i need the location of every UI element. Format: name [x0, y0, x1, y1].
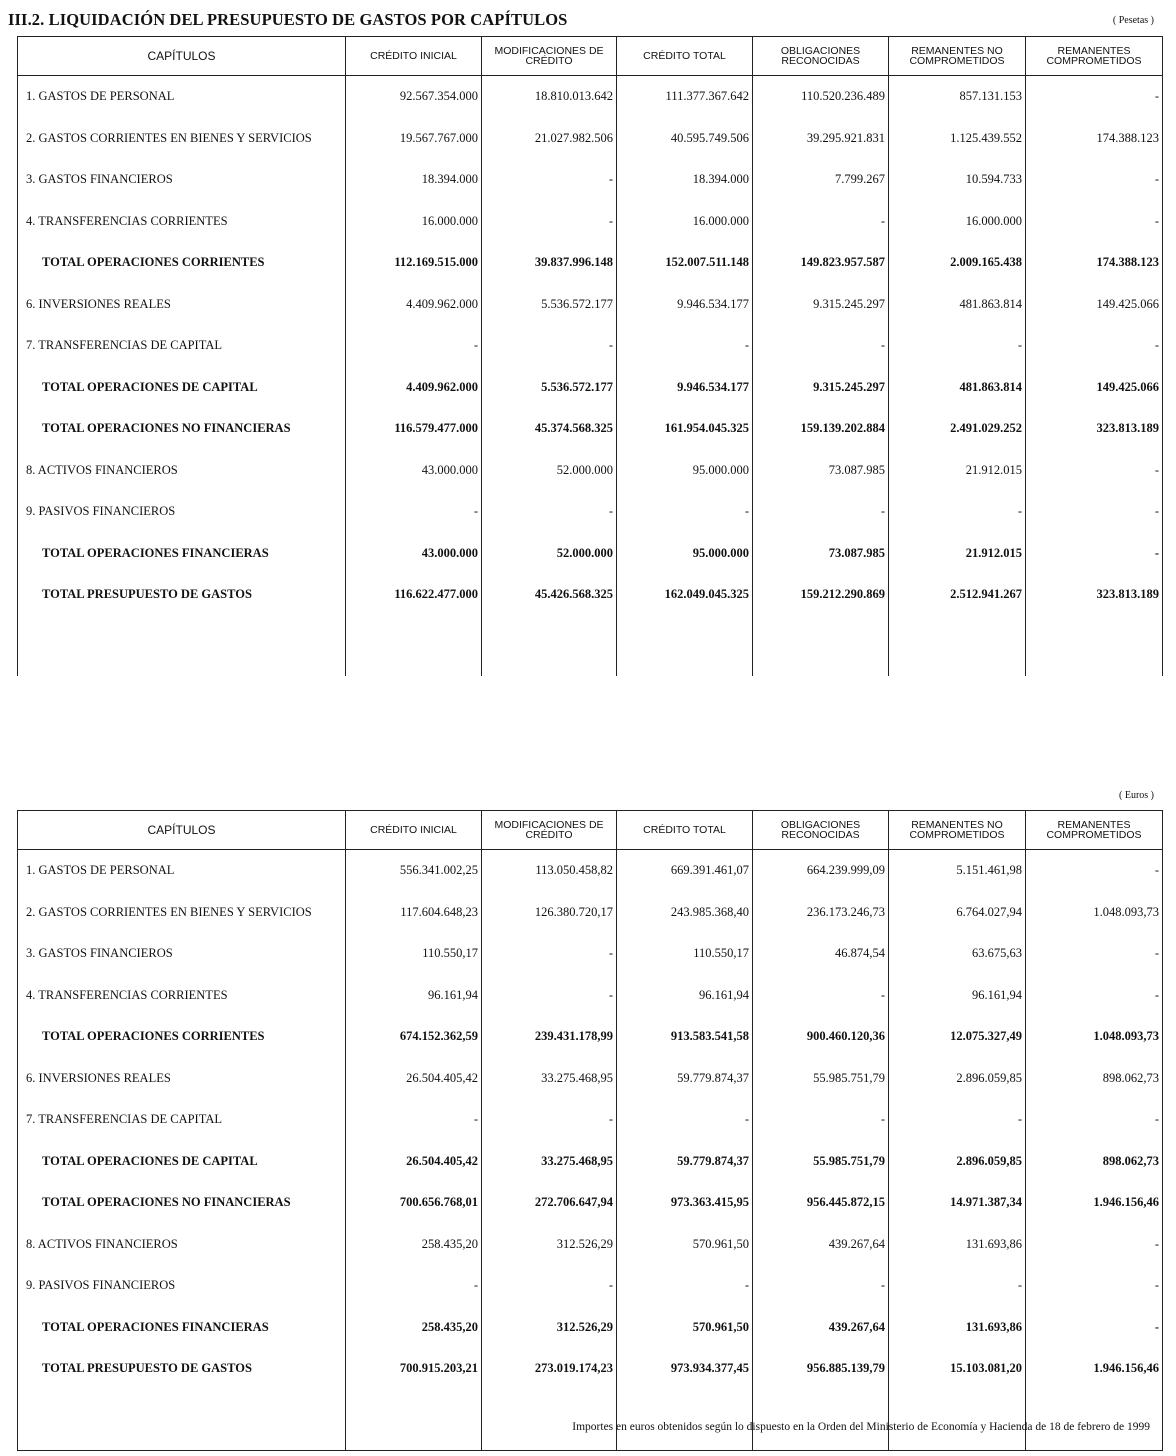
- cell-value: 131.693,86: [889, 1224, 1026, 1266]
- pesetas-table-body: [18, 76, 1163, 676]
- empty-cell: [18, 1390, 346, 1451]
- cell-value: 19.567.767.000: [346, 118, 482, 160]
- cell-value: 43.000.000: [346, 533, 482, 575]
- cell-value: 2.896.059,85: [889, 1058, 1026, 1100]
- total-row: [18, 1307, 1163, 1349]
- cell-value: 10.594.733: [889, 159, 1026, 201]
- cell-value: -: [482, 1265, 617, 1307]
- cell-value: 273.019.174,23: [482, 1348, 617, 1390]
- table-row: [18, 1224, 1163, 1266]
- cell-value: 570.961,50: [617, 1307, 753, 1349]
- cell-value: 900.460.120,36: [753, 1016, 889, 1058]
- cell-value: -: [1026, 1224, 1163, 1266]
- cell-value: -: [889, 325, 1026, 367]
- empty-cell: [753, 1390, 889, 1451]
- row-label: TOTAL OPERACIONES NO FINANCIERAS: [18, 1182, 346, 1224]
- cell-value: 1.048.093,73: [1026, 1016, 1163, 1058]
- cell-value: 7.799.267: [753, 159, 889, 201]
- euros-table-body: [18, 850, 1163, 1451]
- cell-value: 46.874,54: [753, 933, 889, 975]
- cell-value: 21.912.015: [889, 533, 1026, 575]
- cell-value: -: [346, 1099, 482, 1141]
- spacer-row: [18, 1390, 1163, 1451]
- cell-value: 2.009.165.438: [889, 242, 1026, 284]
- cell-value: 2.512.941.267: [889, 574, 1026, 616]
- cell-value: 700.656.768,01: [346, 1182, 482, 1224]
- cell-value: 239.431.178,99: [482, 1016, 617, 1058]
- cell-value: 59.779.874,37: [617, 1058, 753, 1100]
- cell-value: 116.579.477.000: [346, 408, 482, 450]
- table-row: [18, 1099, 1163, 1141]
- row-label: TOTAL OPERACIONES FINANCIERAS: [18, 533, 346, 575]
- cell-value: 149.425.066: [1026, 284, 1163, 326]
- row-label: 6. INVERSIONES REALES: [18, 284, 346, 326]
- cell-value: 126.380.720,17: [482, 892, 617, 934]
- cell-value: 700.915.203,21: [346, 1348, 482, 1390]
- table-row: [18, 975, 1163, 1017]
- column-header: REMANENTES COMPROMETIDOS: [1026, 37, 1163, 76]
- column-header: MODIFICACIONES DE CRÉDITO: [482, 811, 617, 850]
- header-row: [18, 37, 1163, 76]
- row-label: 2. GASTOS CORRIENTES EN BIENES Y SERVICIOS: [18, 892, 346, 934]
- row-label: 4. TRANSFERENCIAS CORRIENTES: [18, 975, 346, 1017]
- column-header: REMANENTES COMPROMETIDOS: [1026, 811, 1163, 850]
- row-label: 8. ACTIVOS FINANCIEROS: [18, 450, 346, 492]
- cell-value: 174.388.123: [1026, 118, 1163, 160]
- cell-value: 1.946.156,46: [1026, 1348, 1163, 1390]
- cell-value: 52.000.000: [482, 450, 617, 492]
- empty-cell: [617, 616, 753, 676]
- cell-value: 110.550,17: [617, 933, 753, 975]
- cell-value: -: [1026, 76, 1163, 118]
- column-header: REMANENTES NO COMPROMETIDOS: [889, 37, 1026, 76]
- row-label: 7. TRANSFERENCIAS DE CAPITAL: [18, 325, 346, 367]
- cell-value: -: [753, 975, 889, 1017]
- column-header: CAPÍTULOS: [18, 811, 346, 850]
- cell-value: 52.000.000: [482, 533, 617, 575]
- cell-value: 159.212.290.869: [753, 574, 889, 616]
- cell-value: 110.520.236.489: [753, 76, 889, 118]
- cell-value: 323.813.189: [1026, 574, 1163, 616]
- row-label: TOTAL PRESUPUESTO DE GASTOS: [18, 1348, 346, 1390]
- table-row: [18, 325, 1163, 367]
- cell-value: 43.000.000: [346, 450, 482, 492]
- cell-value: 152.007.511.148: [617, 242, 753, 284]
- cell-value: -: [889, 1265, 1026, 1307]
- cell-value: 73.087.985: [753, 450, 889, 492]
- table-row: [18, 1265, 1163, 1307]
- cell-value: -: [753, 325, 889, 367]
- table-row: [18, 892, 1163, 934]
- cell-value: 323.813.189: [1026, 408, 1163, 450]
- cell-value: -: [482, 325, 617, 367]
- row-label: 1. GASTOS DE PERSONAL: [18, 76, 346, 118]
- cell-value: 21.912.015: [889, 450, 1026, 492]
- cell-value: -: [1026, 450, 1163, 492]
- total-row: [18, 1141, 1163, 1183]
- cell-value: 9.315.245.297: [753, 284, 889, 326]
- cell-value: -: [482, 1099, 617, 1141]
- cell-value: 33.275.468,95: [482, 1141, 617, 1183]
- cell-value: -: [482, 201, 617, 243]
- total-row: [18, 1182, 1163, 1224]
- cell-value: -: [1026, 933, 1163, 975]
- cell-value: -: [346, 1265, 482, 1307]
- total-row: [18, 1348, 1163, 1390]
- cell-value: 111.377.367.642: [617, 76, 753, 118]
- cell-value: -: [482, 975, 617, 1017]
- cell-value: 18.394.000: [346, 159, 482, 201]
- cell-value: 59.779.874,37: [617, 1141, 753, 1183]
- table-row: [18, 284, 1163, 326]
- column-header: CRÉDITO INICIAL: [346, 37, 482, 76]
- column-header: OBLIGACIONES RECONOCIDAS: [753, 811, 889, 850]
- cell-value: -: [482, 159, 617, 201]
- cell-value: -: [1026, 975, 1163, 1017]
- cell-value: 96.161,94: [346, 975, 482, 1017]
- empty-cell: [18, 616, 346, 676]
- cell-value: 21.027.982.506: [482, 118, 617, 160]
- empty-cell: [617, 1390, 753, 1451]
- cell-value: 73.087.985: [753, 533, 889, 575]
- cell-value: 4.409.962.000: [346, 284, 482, 326]
- cell-value: -: [1026, 201, 1163, 243]
- table-row: [18, 76, 1163, 118]
- table-row: [18, 1058, 1163, 1100]
- column-header: MODIFICACIONES DE CRÉDITO: [482, 37, 617, 76]
- row-label: TOTAL OPERACIONES DE CAPITAL: [18, 367, 346, 409]
- total-row: [18, 1016, 1163, 1058]
- cell-value: 1.125.439.552: [889, 118, 1026, 160]
- cell-value: -: [346, 491, 482, 533]
- cell-value: 55.985.751,79: [753, 1141, 889, 1183]
- cell-value: -: [1026, 1307, 1163, 1349]
- cell-value: 18.394.000: [617, 159, 753, 201]
- row-label: 4. TRANSFERENCIAS CORRIENTES: [18, 201, 346, 243]
- cell-value: 9.946.534.177: [617, 367, 753, 409]
- cell-value: -: [482, 491, 617, 533]
- cell-value: -: [1026, 159, 1163, 201]
- cell-value: -: [753, 201, 889, 243]
- row-label: 2. GASTOS CORRIENTES EN BIENES Y SERVICIOS: [18, 118, 346, 160]
- page-title: III.2. LIQUIDACIÓN DEL PRESUPUESTO DE GASTOS POR CAPÍTULOS: [8, 10, 568, 29]
- column-header: CRÉDITO TOTAL: [617, 37, 753, 76]
- column-header: CRÉDITO INICIAL: [346, 811, 482, 850]
- cell-value: 272.706.647,94: [482, 1182, 617, 1224]
- total-row: [18, 242, 1163, 284]
- cell-value: 6.764.027,94: [889, 892, 1026, 934]
- cell-value: 63.675,63: [889, 933, 1026, 975]
- row-label: 9. PASIVOS FINANCIEROS: [18, 1265, 346, 1307]
- total-row: [18, 367, 1163, 409]
- cell-value: 9.315.245.297: [753, 367, 889, 409]
- cell-value: 161.954.045.325: [617, 408, 753, 450]
- cell-value: 1.048.093,73: [1026, 892, 1163, 934]
- cell-value: 33.275.468,95: [482, 1058, 617, 1100]
- cell-value: 26.504.405,42: [346, 1058, 482, 1100]
- table-row: [18, 491, 1163, 533]
- cell-value: 9.946.534.177: [617, 284, 753, 326]
- cell-value: 570.961,50: [617, 1224, 753, 1266]
- total-row: [18, 408, 1163, 450]
- empty-cell: [346, 616, 482, 676]
- cell-value: 95.000.000: [617, 450, 753, 492]
- cell-value: 149.425.066: [1026, 367, 1163, 409]
- cell-value: 55.985.751,79: [753, 1058, 889, 1100]
- empty-cell: [753, 616, 889, 676]
- cell-value: 973.363.415,95: [617, 1182, 753, 1224]
- empty-cell: [1026, 616, 1163, 676]
- empty-cell: [482, 616, 617, 676]
- cell-value: 481.863.814: [889, 367, 1026, 409]
- cell-value: 481.863.814: [889, 284, 1026, 326]
- cell-value: -: [753, 1099, 889, 1141]
- row-label: 6. INVERSIONES REALES: [18, 1058, 346, 1100]
- cell-value: -: [1026, 533, 1163, 575]
- cell-value: 258.435,20: [346, 1307, 482, 1349]
- cell-value: -: [1026, 491, 1163, 533]
- cell-value: 5.536.572.177: [482, 284, 617, 326]
- cell-value: 131.693,86: [889, 1307, 1026, 1349]
- cell-value: 913.583.541,58: [617, 1016, 753, 1058]
- cell-value: 15.103.081,20: [889, 1348, 1026, 1390]
- cell-value: 898.062,73: [1026, 1058, 1163, 1100]
- cell-value: 2.491.029.252: [889, 408, 1026, 450]
- cell-value: 4.409.962.000: [346, 367, 482, 409]
- cell-value: 439.267,64: [753, 1307, 889, 1349]
- cell-value: -: [753, 1265, 889, 1307]
- row-label: TOTAL OPERACIONES DE CAPITAL: [18, 1141, 346, 1183]
- cell-value: -: [889, 491, 1026, 533]
- cell-value: -: [1026, 325, 1163, 367]
- cell-value: 174.388.123: [1026, 242, 1163, 284]
- cell-value: 95.000.000: [617, 533, 753, 575]
- cell-value: 12.075.327,49: [889, 1016, 1026, 1058]
- row-label: TOTAL OPERACIONES FINANCIERAS: [18, 1307, 346, 1349]
- pesetas-table: [17, 36, 1163, 676]
- row-label: TOTAL OPERACIONES CORRIENTES: [18, 1016, 346, 1058]
- column-header: CRÉDITO TOTAL: [617, 811, 753, 850]
- cell-value: 16.000.000: [889, 201, 1026, 243]
- table-row: [18, 118, 1163, 160]
- cell-value: 112.169.515.000: [346, 242, 482, 284]
- column-header: REMANENTES NO COMPROMETIDOS: [889, 811, 1026, 850]
- cell-value: 39.837.996.148: [482, 242, 617, 284]
- cell-value: -: [617, 1099, 753, 1141]
- cell-value: -: [482, 933, 617, 975]
- row-label: 3. GASTOS FINANCIEROS: [18, 933, 346, 975]
- cell-value: -: [346, 325, 482, 367]
- table-row: [18, 201, 1163, 243]
- cell-value: 956.445.872,15: [753, 1182, 889, 1224]
- empty-cell: [346, 1390, 482, 1451]
- cell-value: 45.426.568.325: [482, 574, 617, 616]
- cell-value: 956.885.139,79: [753, 1348, 889, 1390]
- cell-value: 236.173.246,73: [753, 892, 889, 934]
- total-row: [18, 574, 1163, 616]
- cell-value: -: [1026, 1265, 1163, 1307]
- column-header: OBLIGACIONES RECONOCIDAS: [753, 37, 889, 76]
- footnote: Importes en euros obtenidos según lo dispuesto en la Orden del Ministerio de Economía y Hacienda de 18 de febrero de 1999: [572, 1421, 1150, 1433]
- cell-value: 96.161,94: [889, 975, 1026, 1017]
- cell-value: -: [617, 491, 753, 533]
- table-row: [18, 159, 1163, 201]
- euros-table: [17, 810, 1163, 1451]
- cell-value: 664.239.999,09: [753, 850, 889, 892]
- cell-value: -: [1026, 1099, 1163, 1141]
- cell-value: 116.622.477.000: [346, 574, 482, 616]
- cell-value: 159.139.202.884: [753, 408, 889, 450]
- total-row: [18, 533, 1163, 575]
- row-label: TOTAL OPERACIONES CORRIENTES: [18, 242, 346, 284]
- cell-value: 258.435,20: [346, 1224, 482, 1266]
- cell-value: 92.567.354.000: [346, 76, 482, 118]
- row-label: TOTAL PRESUPUESTO DE GASTOS: [18, 574, 346, 616]
- header-row: [18, 811, 1163, 850]
- cell-value: 40.595.749.506: [617, 118, 753, 160]
- cell-value: 312.526,29: [482, 1307, 617, 1349]
- row-label: 8. ACTIVOS FINANCIEROS: [18, 1224, 346, 1266]
- cell-value: 857.131.153: [889, 76, 1026, 118]
- cell-value: 18.810.013.642: [482, 76, 617, 118]
- cell-value: 110.550,17: [346, 933, 482, 975]
- cell-value: 2.896.059,85: [889, 1141, 1026, 1183]
- cell-value: 162.049.045.325: [617, 574, 753, 616]
- spacer-row: [18, 616, 1163, 676]
- cell-value: 149.823.957.587: [753, 242, 889, 284]
- cell-value: 1.946.156,46: [1026, 1182, 1163, 1224]
- empty-cell: [482, 1390, 617, 1451]
- cell-value: 16.000.000: [617, 201, 753, 243]
- cell-value: -: [617, 325, 753, 367]
- cell-value: 669.391.461,07: [617, 850, 753, 892]
- cell-value: 16.000.000: [346, 201, 482, 243]
- row-label: 7. TRANSFERENCIAS DE CAPITAL: [18, 1099, 346, 1141]
- table-row: [18, 450, 1163, 492]
- cell-value: 674.152.362,59: [346, 1016, 482, 1058]
- cell-value: 312.526,29: [482, 1224, 617, 1266]
- cell-value: 898.062,73: [1026, 1141, 1163, 1183]
- cell-value: 243.985.368,40: [617, 892, 753, 934]
- cell-value: -: [889, 1099, 1026, 1141]
- cell-value: -: [617, 1265, 753, 1307]
- cell-value: 113.050.458,82: [482, 850, 617, 892]
- row-label: 9. PASIVOS FINANCIEROS: [18, 491, 346, 533]
- table-row: [18, 933, 1163, 975]
- cell-value: 5.536.572.177: [482, 367, 617, 409]
- cell-value: 26.504.405,42: [346, 1141, 482, 1183]
- cell-value: 117.604.648,23: [346, 892, 482, 934]
- unit-label-euros: ( Euros ): [1119, 790, 1154, 801]
- cell-value: -: [753, 491, 889, 533]
- empty-cell: [1026, 1390, 1163, 1451]
- cell-value: 45.374.568.325: [482, 408, 617, 450]
- row-label: 1. GASTOS DE PERSONAL: [18, 850, 346, 892]
- row-label: TOTAL OPERACIONES NO FINANCIERAS: [18, 408, 346, 450]
- table-row: [18, 850, 1163, 892]
- row-label: 3. GASTOS FINANCIEROS: [18, 159, 346, 201]
- cell-value: 96.161,94: [617, 975, 753, 1017]
- cell-value: 556.341.002,25: [346, 850, 482, 892]
- cell-value: 439.267,64: [753, 1224, 889, 1266]
- cell-value: 39.295.921.831: [753, 118, 889, 160]
- unit-label-pesetas: ( Pesetas ): [1112, 15, 1154, 26]
- cell-value: 14.971.387,34: [889, 1182, 1026, 1224]
- empty-cell: [889, 1390, 1026, 1451]
- column-header: CAPÍTULOS: [18, 37, 346, 76]
- cell-value: 973.934.377,45: [617, 1348, 753, 1390]
- cell-value: -: [1026, 850, 1163, 892]
- empty-cell: [889, 616, 1026, 676]
- cell-value: 5.151.461,98: [889, 850, 1026, 892]
